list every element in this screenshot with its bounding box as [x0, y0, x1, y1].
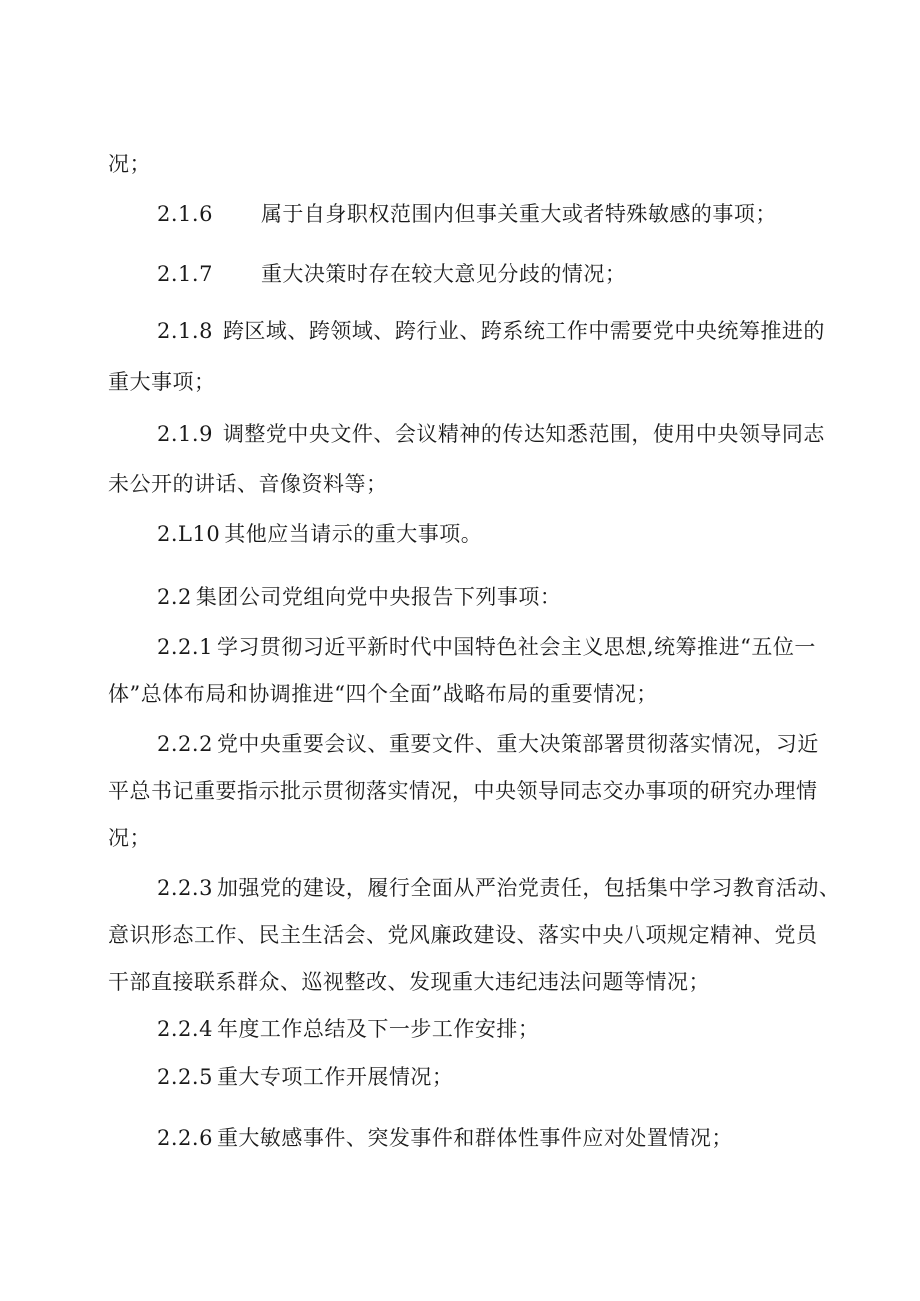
line-text: 未公开的讲话、音像资料等；	[108, 472, 388, 496]
clause-number: 2.2.2	[157, 732, 213, 756]
clause-number: 2.2.3	[157, 876, 213, 900]
line-text: 重大事项；	[108, 370, 216, 394]
text-line	[108, 470, 388, 498]
text-line	[108, 680, 658, 708]
clause-2-1-10	[157, 520, 482, 548]
text-line	[108, 968, 710, 996]
clause-text: 重大敏感事件、突发事件和群体性事件应对处置情况；	[216, 1126, 733, 1150]
clause-number: 2.1.6	[157, 202, 213, 226]
clause-number: 2.2.4	[157, 1017, 213, 1041]
line-text: 干部直接联系群众、巡视整改、发现重大违纪违法问题等情况；	[108, 970, 710, 994]
clause-2-1-9	[157, 420, 825, 448]
clause-number: 2.2.1	[157, 635, 213, 659]
clause-number: 2.2.5	[157, 1065, 213, 1089]
clause-2-2-5	[157, 1063, 453, 1091]
clause-number: 2.1.7	[157, 262, 213, 286]
clause-text: 集团公司党组向党中央报告下列事项：	[195, 585, 562, 609]
clause-text: 其他应当请示的重大事项。	[224, 522, 483, 546]
clause-2-2-4	[157, 1015, 539, 1043]
line-text: 平总书记重要指示批示贯彻落实情况，中央领导同志交办事项的研究办理情	[108, 779, 818, 803]
text-line	[108, 921, 818, 949]
line-text: 况；	[108, 152, 151, 176]
clause-number: 2.2	[157, 585, 192, 609]
text-line	[108, 150, 151, 178]
clause-number: 2.1.9	[157, 422, 213, 446]
clause-number: 2.1.8	[157, 319, 213, 343]
clause-2-2-3	[157, 874, 840, 902]
clause-text: 调整党中央文件、会议精神的传达知悉范围，使用中央领导同志	[222, 422, 825, 446]
clause-text: 跨区域、跨领域、跨行业、跨系统工作中需要党中央统筹推进的	[222, 319, 825, 343]
clause-number: 2.L10	[157, 522, 221, 546]
clause-text: 重大专项工作开展情况；	[216, 1065, 454, 1089]
clause-2-1-8	[157, 317, 825, 345]
clause-2-1-6	[157, 200, 777, 228]
clause-number: 2.2.6	[157, 1126, 213, 1150]
clause-text: 年度工作总结及下一步工作安排；	[216, 1017, 540, 1041]
clause-text: 属于自身职权范围内但事关重大或者特殊敏感的事项；	[260, 202, 777, 226]
text-line	[108, 368, 216, 396]
line-text: 况；	[108, 826, 151, 850]
clause-2-2-2	[157, 730, 819, 758]
clause-text: 加强党的建设，履行全面从严治党责任，包括集中学习教育活动、	[216, 876, 841, 900]
text-line	[108, 777, 818, 805]
clause-text: 党中央重要会议、重要文件、重大决策部署贯彻落实情况，习近	[216, 732, 819, 756]
clause-2-1-7	[157, 260, 626, 288]
clause-2-2-6	[157, 1124, 733, 1152]
line-text: 体”总体布局和协调推进“四个全面”战略布局的重要情况；	[108, 682, 658, 706]
clause-2-2	[157, 583, 561, 611]
text-line	[108, 824, 151, 852]
line-text: 意识形态工作、民主生活会、党风廉政建设、落实中央八项规定精神、党员	[108, 923, 818, 947]
clause-2-2-1	[157, 633, 816, 661]
clause-text: 学习贯彻习近平新时代中国特色社会主义思想,统筹推进“五位一	[216, 635, 816, 659]
clause-text: 重大决策时存在较大意见分歧的情况；	[260, 262, 627, 286]
